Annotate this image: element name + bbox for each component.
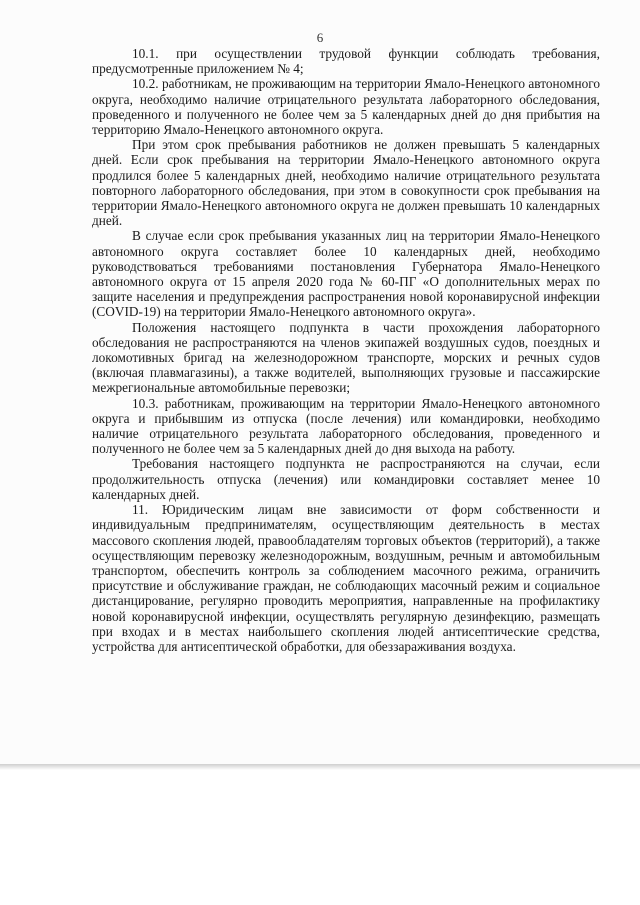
paragraph-long-stay: В случае если срок пребывания указанных лиц на территории Ямало-Ненецкого автономного округа составляет более 10 календарных дней, необходимо руководствоваться требованиями постановления Губернатора Ямало-Ненецкого автономного округа от 15 апреля 2020 года № 60-ПГ «О дополнительных мерах по защите населения и предупреждения распространения новой коронавирусной инфекции (COVID-19) на территории Ямало-Ненецкого автономного округа». (92, 228, 600, 320)
paragraph-10-3: 10.3. работникам, проживающим на территории Ямало-Ненецкого автономного округа и прибывшим из отпуска (после лечения) или командировки, необходимо наличие отрицательного результата лабораторного обследования, проведенного и полученного не более чем за 5 календарных дней до дня выхода на работу. (92, 395, 600, 457)
page-number: 6 (316, 30, 324, 45)
paragraph-10-1: 10.1. при осуществлении трудовой функции соблюдать требования, предусмотренные приложением № 4; (92, 46, 600, 77)
page-edge-shadow (0, 764, 640, 770)
paragraph-exemptions: Положения настоящего подпункта в части прохождения лабораторного обследования не распространяются на членов экипажей воздушных судов, поездных и локомотивных бригад на железнодорожном транспорте, морских и речных судов (включая плавмагазины), а также водителей, выполняющих грузовые и пассажирские межрегиональные автомобильные перевозки; (92, 319, 600, 396)
paragraph-short-trip-exemption: Требования настоящего подпункта не распространяются на случаи, если продолжительность отпуска (лечения) или командировки составляет менее 10 календарных дней. (92, 456, 600, 502)
paragraph-10-2: 10.2. работникам, не проживающим на территории Ямало-Ненецкого автономного округа, необходимо наличие отрицательного результата лабораторного обследования, проведенного и полученного не более чем за 5 календарных дней до дня прибытия на территорию Ямало-Ненецкого автономного округа. (92, 76, 600, 138)
paragraph-11: 11. Юридическим лицам вне зависимости от форм собственности и индивидуальным предпринимателям, осуществляющим деятельность в местах массового скопления людей, правообладателям торговых объектов (территорий), а также осуществляющим перевозку железнодорожным, воздушным, речным и автомобильным транспортом, обеспечить контроль за соблюдением масочного режима, ограничить присутствие и обслуживание граждан, не соблюдающих масочный режим и социальное дистанцирование, регулярно проводить мероприятия, направленные на профилактику новой коронавирусной инфекции, осуществлять регулярную дезинфекцию, размещать при входах и в местах наибольшего скопления людей антисептические средства, устройства для антисептической обработки, для обеззараживания воздуха. (92, 502, 600, 654)
paragraph-stay-duration: При этом срок пребывания работников не должен превышать 5 календарных дней. Если срок пребывания на территории Ямало-Ненецкого автономного округа продлился более 5 календарных дней, необходимо наличие отрицательного результата повторного лабораторного обследования, при этом в совокупности срок пребывания на территории Ямало-Ненецкого автономного округа не должен превышать 10 календарных дней. (92, 137, 600, 229)
document-body (92, 46, 600, 654)
